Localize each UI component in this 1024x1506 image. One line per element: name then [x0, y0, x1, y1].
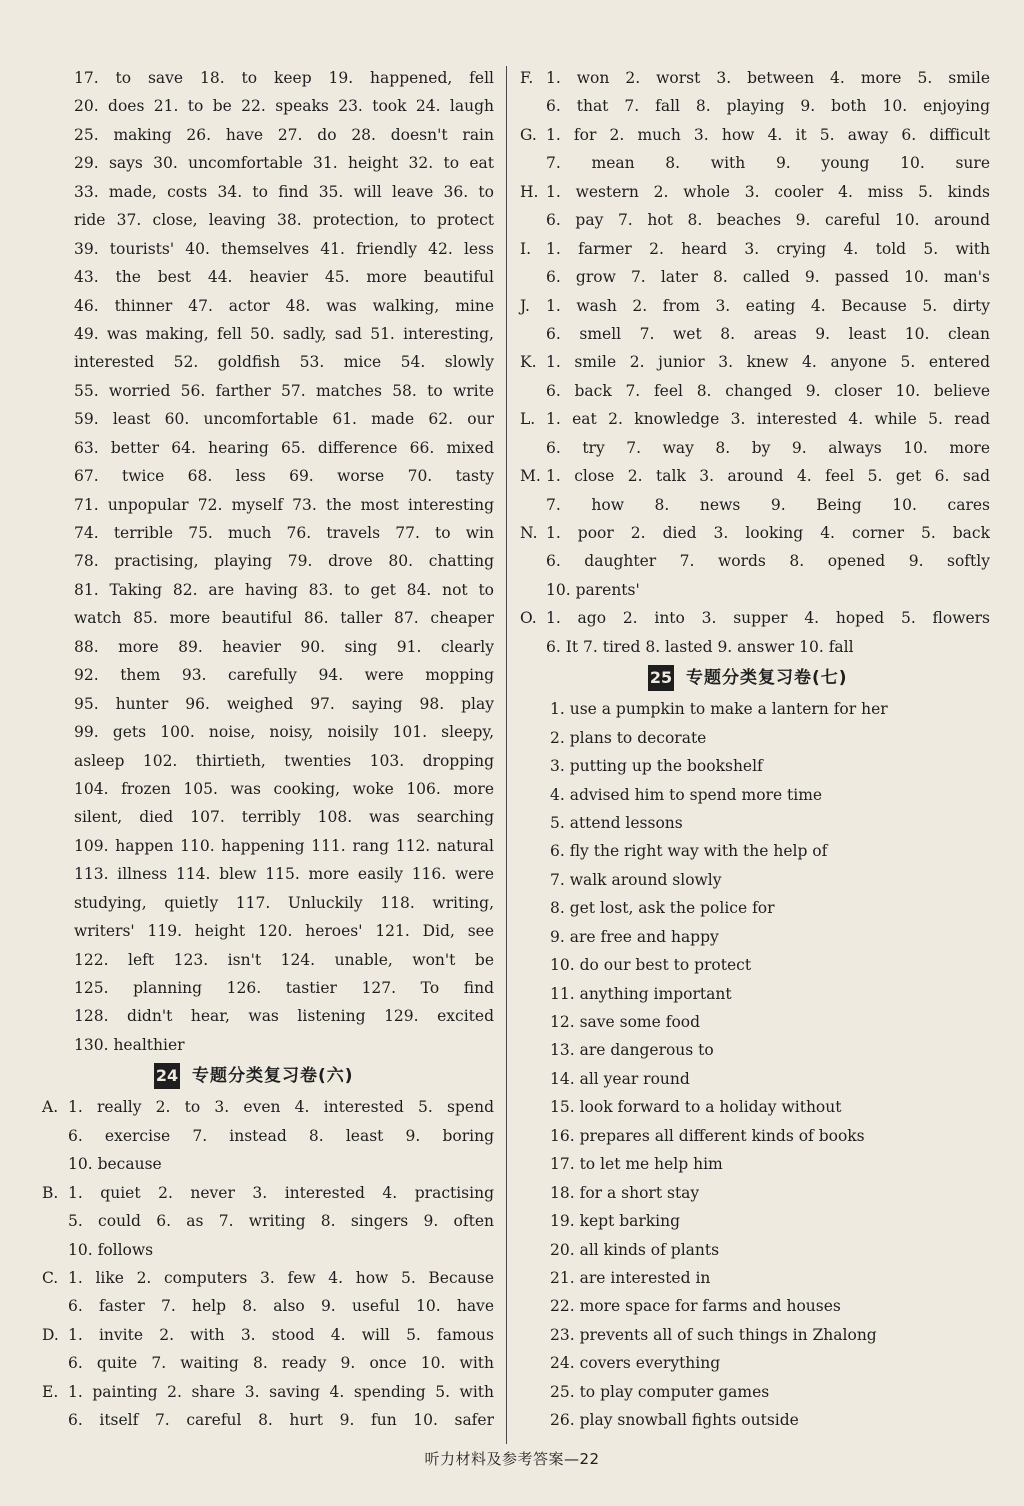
answer-row: 1. painting 2. share 3. saving 4. spending 5. with — [68, 1382, 494, 1401]
answer-group-j — [520, 292, 990, 349]
answer-row: 6. exercise 7. instead 8. least 9. boring — [68, 1126, 494, 1145]
page-footer: 听力材料及参考答案—22 — [424, 1450, 600, 1468]
section24-title: 专题分类复习卷(六) — [192, 1066, 354, 1087]
answer-group-c — [42, 1264, 494, 1321]
answer-row: 6. quite 7. waiting 8. ready 9. once 10. with — [68, 1354, 494, 1373]
answer-group-d — [42, 1321, 494, 1378]
answer-row: 1. smile 2. junior 3. knew 4. anyone 5. entered — [546, 353, 990, 372]
group-letter: B. — [42, 1183, 59, 1202]
answer-row: 74. terrible 75. much 76. travels 77. to win — [74, 524, 494, 542]
answer-group-n — [520, 519, 990, 604]
answer-row: 39. tourists' 40. themselves 41. friendly 42. less — [74, 239, 494, 258]
section24-number-badge: 24 — [154, 1063, 180, 1089]
list-item: 18. for a short stay — [550, 1183, 700, 1202]
list-item: 17. to let me help him — [550, 1155, 723, 1174]
section25-heading — [648, 661, 990, 695]
section23-continued-answers — [74, 64, 494, 1059]
answer-row: 1. ago 2. into 3. supper 4. hoped 5. flowers — [546, 609, 990, 628]
group-letter: I. — [520, 239, 532, 258]
answer-row: 1. invite 2. with 3. stood 4. will 5. famous — [68, 1325, 494, 1344]
answer-row: 46. thinner 47. actor 48. was walking, mine — [74, 296, 494, 315]
answer-row: 6. It 7. tired 8. lasted 9. answer 10. fall — [546, 637, 854, 656]
group-letter: G. — [520, 125, 537, 144]
answer-row: 88. more 89. heavier 90. sing 91. clearly — [74, 637, 494, 656]
answer-group-f — [520, 64, 990, 121]
answer-row: 6. faster 7. help 8. also 9. useful 10. have — [68, 1297, 494, 1316]
list-item: 9. are free and happy — [550, 927, 719, 946]
right-column — [520, 64, 990, 1435]
group-letter: E. — [42, 1382, 59, 1401]
answer-row: 122. left 123. isn't 124. unable, won't be — [74, 950, 494, 969]
list-item: 23. prevents all of such things in Zhalong — [550, 1325, 877, 1344]
answer-row: interested 52. goldfish 53. mice 54. slowly — [74, 353, 494, 372]
answer-group-g — [520, 121, 990, 178]
list-item: 25. to play computer games — [550, 1382, 770, 1401]
group-letter: O. — [520, 609, 537, 628]
list-item: 5. attend lessons — [550, 813, 683, 832]
answer-row: 10. because — [68, 1155, 162, 1174]
group-letter: H. — [520, 182, 539, 201]
answer-row: 71. unpopular 72. myself 73. the most interesting — [74, 495, 494, 514]
answer-row: 81. Taking 82. are having 83. to get 84. not to — [74, 580, 494, 599]
section25-title: 专题分类复习卷(七) — [686, 668, 848, 689]
list-item: 6. fly the right way with the help of — [550, 842, 828, 861]
answer-row: 104. frozen 105. was cooking, woke 106. more — [74, 779, 494, 798]
list-item: 10. do our best to protect — [550, 956, 752, 975]
group-letter: D. — [42, 1325, 59, 1344]
list-item: 22. more space for farms and houses — [550, 1297, 841, 1316]
answer-row: 1. like 2. computers 3. few 4. how 5. Because — [68, 1268, 494, 1287]
answer-row: 5. could 6. as 7. writing 8. singers 9. often — [68, 1212, 494, 1231]
list-item: 15. look forward to a holiday without — [550, 1098, 842, 1117]
answer-row: 1. wash 2. from 3. eating 4. Because 5. dirty — [546, 296, 990, 315]
answer-row: 1. eat 2. knowledge 3. interested 4. while 5. read — [546, 410, 990, 429]
answer-row: 20. does 21. to be 22. speaks 23. took 24. laugh — [74, 97, 494, 116]
answer-row: 6. daughter 7. words 8. opened 9. softly — [546, 552, 990, 571]
answer-group-m — [520, 462, 990, 519]
answer-row: 1. poor 2. died 3. looking 4. corner 5. back — [546, 524, 990, 542]
answer-row: 92. them 93. carefully 94. were mopping — [74, 666, 494, 685]
answer-group-l — [520, 405, 990, 462]
answer-row: 1. western 2. whole 3. cooler 4. miss 5. kinds — [546, 182, 990, 201]
answer-row: 7. mean 8. with 9. young 10. sure — [546, 154, 990, 173]
answer-row: 1. quiet 2. never 3. interested 4. practising — [68, 1183, 494, 1202]
list-item: 19. kept barking — [550, 1212, 681, 1231]
answer-row: 67. twice 68. less 69. worse 70. tasty — [74, 467, 494, 486]
list-item: 13. are dangerous to — [550, 1041, 714, 1060]
list-item: 12. save some food — [550, 1013, 701, 1031]
answer-row: 109. happen 110. happening 111. rang 112. natural — [74, 836, 494, 855]
answer-row: silent, died 107. terribly 108. was searching — [74, 808, 494, 827]
group-letter: A. — [42, 1098, 59, 1117]
answer-row: watch 85. more beautiful 86. taller 87. cheaper — [74, 609, 494, 628]
group-letter: J. — [520, 296, 530, 315]
answer-group-h — [520, 178, 990, 235]
list-item: 2. plans to decorate — [550, 728, 707, 747]
group-letter: N. — [520, 524, 538, 542]
answer-row: 29. says 30. uncomfortable 31. height 32. to eat — [74, 154, 494, 173]
answer-row: 99. gets 100. noise, noisy, noisily 101. sleepy, — [74, 723, 494, 742]
answer-row: 128. didn't hear, was listening 129. excited — [74, 1007, 494, 1026]
answer-group-a — [42, 1093, 494, 1178]
answer-row: 125. planning 126. tastier 127. To find — [74, 979, 494, 997]
answer-row: 7. how 8. news 9. Being 10. cares — [546, 495, 990, 514]
list-item: 3. putting up the bookshelf — [550, 757, 763, 776]
list-item: 8. get lost, ask the police for — [550, 899, 775, 918]
list-item: 11. anything important — [550, 984, 732, 1003]
answer-group-k — [520, 348, 990, 405]
answer-row: 63. better 64. hearing 65. difference 66. mixed — [74, 438, 494, 457]
group-letter: K. — [520, 353, 537, 372]
group-letter: M. — [520, 467, 541, 486]
answer-row: 1. for 2. much 3. how 4. it 5. away 6. difficult — [546, 125, 990, 144]
answer-group-o — [520, 604, 990, 661]
answer-group-b — [42, 1179, 494, 1264]
answer-row: 78. practising, playing 79. drove 80. chatting — [74, 552, 494, 571]
list-item: 24. covers everything — [550, 1354, 721, 1373]
answer-row: studying, quietly 117. Unluckily 118. writing, — [74, 893, 494, 912]
answer-row: 6. back 7. feel 8. changed 9. closer 10. believe — [546, 381, 990, 400]
list-item: 26. play snowball fights outside — [550, 1411, 799, 1430]
answer-row: 10. follows — [68, 1240, 154, 1259]
answer-row: ride 37. close, leaving 38. protection, to protect — [74, 211, 494, 230]
left-column — [42, 64, 494, 1435]
group-letter: L. — [520, 410, 536, 429]
list-item: 20. all kinds of plants — [550, 1240, 720, 1259]
answer-row: 95. hunter 96. weighed 97. saying 98. play — [74, 694, 494, 713]
answer-row: 6. pay 7. hot 8. beaches 9. careful 10. around — [546, 211, 990, 230]
list-item: 16. prepares all different kinds of books — [550, 1126, 865, 1145]
list-item: 14. all year round — [550, 1069, 690, 1088]
answer-row: 6. try 7. way 8. by 9. always 10. more — [546, 438, 990, 457]
answer-row: 6. that 7. fall 8. playing 9. both 10. enjoying — [546, 97, 990, 116]
answer-row: 25. making 26. have 27. do 28. doesn't rain — [74, 125, 494, 144]
section25-number-badge: 25 — [648, 665, 674, 691]
answer-row: 49. was making, fell 50. sadly, sad 51. interesting, — [74, 324, 494, 343]
answer-row: 130. healthier — [74, 1035, 185, 1054]
group-letter: C. — [42, 1268, 59, 1287]
answer-row: 33. made, costs 34. to find 35. will leave 36. to — [74, 182, 494, 201]
answer-row: 113. illness 114. blew 115. more easily 116. were — [74, 865, 494, 884]
answer-row: asleep 102. thirtieth, twenties 103. dropping — [74, 751, 494, 770]
answer-row: 59. least 60. uncomfortable 61. made 62. our — [74, 410, 494, 429]
list-item: 7. walk around slowly — [550, 870, 722, 889]
column-divider — [506, 66, 507, 1444]
section24-heading — [154, 1059, 494, 1093]
list-item: 4. advised him to spend more time — [550, 785, 823, 804]
answer-row: 6. grow 7. later 8. called 9. passed 10. man's — [546, 268, 990, 287]
answer-row: 6. smell 7. wet 8. areas 9. least 10. clean — [546, 324, 990, 343]
answer-group-i — [520, 235, 990, 292]
answer-row: 6. itself 7. careful 8. hurt 9. fun 10. safer — [68, 1411, 494, 1430]
answer-row: 1. close 2. talk 3. around 4. feel 5. get 6. sad — [546, 467, 990, 486]
section25-answers — [520, 695, 990, 1434]
answer-row: 55. worried 56. farther 57. matches 58. to write — [74, 381, 494, 400]
answer-row: 43. the best 44. heavier 45. more beautiful — [74, 268, 494, 287]
answer-row: writers' 119. height 120. heroes' 121. Did, see — [74, 922, 494, 941]
answer-row: 1. really 2. to 3. even 4. interested 5. spend — [68, 1098, 494, 1117]
answer-row: 1. farmer 2. heard 3. crying 4. told 5. with — [546, 239, 990, 258]
answer-row: 1. won 2. worst 3. between 4. more 5. smile — [546, 69, 990, 87]
answer-row: 10. parents' — [546, 580, 640, 599]
list-item: 21. are interested in — [550, 1268, 711, 1287]
group-letter: F. — [520, 69, 534, 87]
answer-group-e — [42, 1378, 494, 1435]
answer-row: 17. to save 18. to keep 19. happened, fell — [74, 69, 494, 87]
list-item: 1. use a pumpkin to make a lantern for her — [550, 700, 888, 719]
